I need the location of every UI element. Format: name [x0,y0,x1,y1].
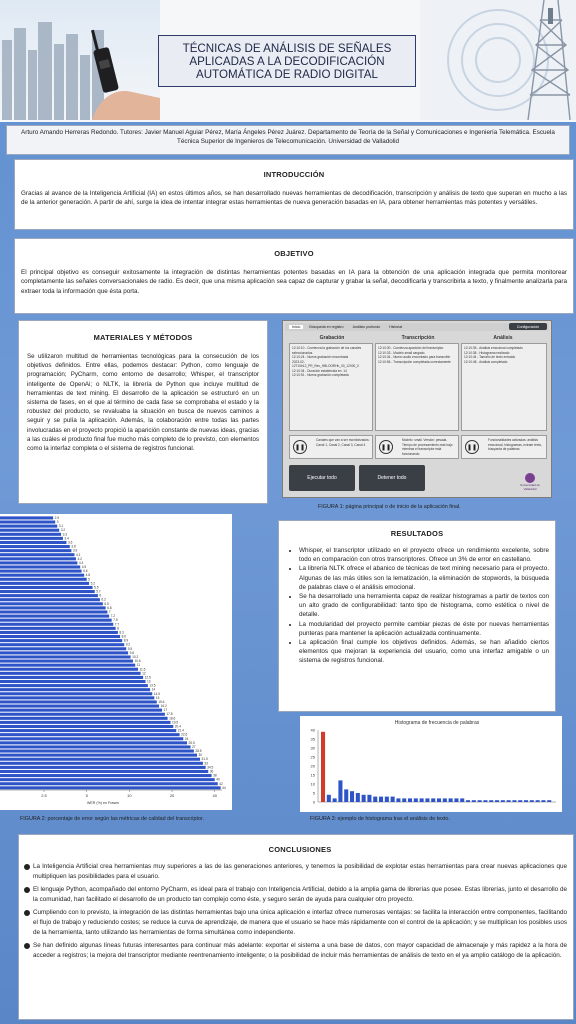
chart-bar [0,672,141,675]
bar-value-label: 28.5 [195,749,202,754]
histogram-bar [431,798,435,802]
histogram-bar [402,798,406,802]
app-screenshot [282,320,552,498]
result-item: • Whisper, el transcriptor utilizado en el proyecto ofrece un rendimiento excelente, sobre todo en comparación con otros transcriptores. Ofrece un 3% de error en castellano. [299,546,549,564]
chart-bar [0,733,180,736]
histogram-bar [501,800,505,802]
figure1-caption: FIGURA 1: página principal o de inicio de la aplicación final. [318,504,461,510]
bar-value-label: 33 [204,761,208,766]
chart-bar [0,713,165,716]
log-grabacion: 12:10:10 - Comienza la grabación de los canales seleccionados. 12:10:24 - Nueva grabación encontrada 2023-02-12T10b12_PR_Rev_HBLOORHh_00_12000_0 12:10:34 - Duración establecida en: 14 12:10:51 - Nueva grabación completada [289,343,373,431]
histogram-bar [362,795,366,802]
chart-bar [0,651,128,654]
bar-value-label: 4.3 [78,560,84,565]
x-tick-label: 10 [127,793,132,798]
bar-value-label: 4.5 [81,565,87,570]
intro-title: INTRODUCCIÓN [263,170,325,179]
bar-value-label: 6.5 [104,601,109,606]
run-all-button[interactable]: Ejecutar todo [289,465,355,491]
y-tick-label: 5 [312,790,315,796]
bar-value-label: 42 [219,781,223,786]
poster-header [0,0,576,122]
stop-all-button[interactable]: Detener todo [359,465,425,491]
bar-value-label: 4.8 [85,573,91,578]
bar-value-label: 31.5 [201,757,208,762]
bar-value-label: 10.2 [132,654,139,659]
histogram-bar [338,780,342,802]
histogram-bar [420,798,424,802]
x-tick-label: 20 [169,793,175,798]
config-button[interactable]: Configuración [509,323,547,330]
chart-bar [0,623,113,626]
histogram-bar [541,800,545,802]
chart-bar [0,549,71,552]
figure3-caption: FIGURA 3: ejemplo de histograma tras el análisis de texto. [310,816,450,822]
histogram-bar [536,800,540,802]
x-tick-label: 2.5 [41,793,47,798]
chart-bar [0,737,183,740]
chart-bar [0,680,146,683]
col-title-grabacion: Grabación [319,335,345,341]
chart-bar [0,529,59,532]
chart-bar [0,655,131,658]
chart-bar [0,676,143,679]
bar-value-label: 11 [136,663,141,668]
chart-bar [0,615,109,618]
bar-value-label: 3.6 [67,540,73,545]
histogram-bar [391,797,395,802]
chart-bar [0,516,53,519]
y-tick-label: 20 [310,763,315,769]
bar-value-label: 25.5 [188,740,195,745]
pause-icon[interactable]: ❚❚ [465,440,479,454]
bar-value-label: 5.2 [90,581,96,586]
conclusions-title: CONCLUSIONES [268,845,332,854]
chart-bar [0,692,152,695]
bar-value-label: 13.5 [149,683,156,688]
bar-value-label: 17 [163,708,168,713]
bar-value-label: 21.4 [177,728,184,733]
tab-historial[interactable]: Historial [389,325,403,329]
chart-bar [0,582,89,585]
conclusion-item: El lenguaje Python, acompañado del entorno PyCharm, es ideal para el trabajo con Inteligencia Artificial, debido a la amplia gama de librerías que posee. Estas librerías, junto el desarrollo de la comunidad, han facilitado el desarrollo de un producto tan complejo como éste, y seguro serán de ayuda para cualquier otro proyecto. [33,886,567,903]
histogram-bar [379,797,383,802]
x-tick-label: 40 [212,793,217,798]
conclusion-item: La Inteligencia Artificial crea herramientas muy superiores a las de las generaciones anteriores, y tenemos la posibilidad de explotar estas herramientas para crear nuevas aplicaciones que multipliquen las posibilidades para el usuario. [33,863,567,880]
bar-value-label: 4.1 [75,552,81,557]
y-tick-label: 35 [310,736,315,742]
university-logo-text: Universidad de Valladolid [519,483,540,491]
bar-value-label: 7 [108,610,111,615]
histogram-bar [466,800,470,802]
histogram-bar [547,800,551,802]
chart-bar [0,545,70,548]
y-tick-label: 0 [312,799,315,805]
bar-value-label: 8.9 [123,638,129,643]
antenna-photo [420,0,576,120]
chart-bar [0,762,203,765]
x-tick-label: 5 [85,793,88,798]
chart-bar [0,590,95,593]
chart-bar [0,774,212,777]
bar-value-label: 16.2 [160,704,167,709]
chart-bar [0,586,93,589]
bar-value-label: 24 [184,736,189,741]
chart-bar [0,627,116,630]
histogram-bar [495,800,499,802]
histogram-bar [512,800,516,802]
histogram-bar [414,798,418,802]
conclusion-item: Se han definido algunas líneas futuras interesantes para continuar más adelante: exportar el sistema a una base de datos, con mayor capacidad de almacenaje y más rapidez a la hora de acceder a registros; la mejora del transcriptor mediante reentrenamiento inteligente; o la posibilidad de incluir más herramientas de análisis de texto en el ya amplio catálogo de la aplicación. [33,942,567,959]
x-axis-label: WER (%) en Frases [87,801,119,805]
y-tick-label: 10 [310,781,315,787]
results-panel [278,520,556,712]
chart-bar [0,729,176,732]
channels-text: Canales que van a ser monitorizados: Canal 1, Canal 2, Canal 3, Canal 4 [316,438,370,447]
figure3-chart [300,716,562,812]
bar-value-label: 8.6 [121,634,127,639]
histogram-bar [385,797,389,802]
chart-bar [0,520,55,523]
bar-value-label: 3.2 [60,528,66,533]
chart-bar [0,664,135,667]
bar-value-label: 4.2 [77,556,82,561]
bar-value-label: 8.3 [119,630,124,635]
bar-value-label: 13 [147,679,151,684]
log-analisis: 12:10:35 - Análisis emocional completado 12:10:38 - Histograma realizado 12:10:44 - Tamaño de texto extraído 12:10:48 - Análisis completado [461,343,547,431]
bar-value-label: 9.8 [129,650,135,655]
histogram-bar [344,789,348,802]
chart-bar [0,570,82,573]
histogram-bar [350,791,354,802]
chart-bar [0,561,77,564]
chart-bar [0,631,118,634]
intro-panel [14,159,574,230]
pause-icon[interactable]: ❚❚ [379,440,393,454]
bar-value-label: 14 [151,687,156,692]
bar-value-label: 15 [155,695,160,700]
objective-panel [14,238,574,314]
result-item: • La librería NLTK ofrece el abanico de técnicas de text mining necesario para el proyecto. Algunas de las más útiles son la lematización, la eliminación de stopwords, la búsqueda de palabras clave o el análisis emocional. [299,564,549,592]
chart-bar [0,647,126,650]
chart-bar [0,537,63,540]
chart-bar [0,553,74,556]
col-title-transcripcion: Transcripción [401,335,435,341]
chart-bar [0,606,106,609]
methods-text: Se utilizaron multitud de herramientas tecnológicas para la consecución de los objetivos definidos. Entre ellas, podemos destacar: Python, como lenguaje de programación; PyCharm, como entorno de desarrollo; Whisper, el transcriptor inteligente de OpenAi; o NLTK, la librería de Python que incluye multitud de herramientas de text mining. El desarrollo de la aplicación se estructuró en un sistema de fases, en el que al término de cada fase se comprobaba el estado y la robustez del producto, se revaluaba la situación en busca de nuevos caminos a seguir y se pulía la aplicación. Además, la colaboración entre todas las partes involucradas en el proyecto propició la aparición constante de nuevas ideas, gracias a las cuáles el producto final fue mucho más completo de lo previsto, con elementos como la interfaz completa o el sistema de registros funcional. [27,353,259,453]
results-list [285,546,549,666]
bar-value-label: 5 [88,577,90,582]
methods-title: MATERIALES Y MÉTODOS [93,333,193,342]
histogram-bar [507,800,511,802]
bar-value-label: 6.2 [101,597,106,602]
chart-bar [0,770,208,773]
bar-value-label: 7.5 [113,618,118,623]
chart-bar [0,594,98,597]
histogram-bar [460,798,464,802]
chart-bar [0,778,215,781]
intro-text: Gracias al avance de la Inteligencia Artificial (IA) en estos últimos años, se han desarrollado nuevas herramientas de decodificación, transcripción y análisis de texto que superan en mucho a las de la anterior generación. A partir de ahí, surge la idea de intentar integrar estas herramientas de nueva generación basadas en IA, para obtener herramientas más potentes y versátiles. [21,190,567,207]
histogram-bar [356,793,360,802]
chart-bar [0,643,124,646]
bar-value-label: 8 [117,626,119,631]
y-tick-label: 15 [310,772,315,778]
chart-bar [0,525,57,528]
y-tick-label: 25 [310,754,315,760]
bar-value-label: 6.8 [107,605,112,610]
histogram-bar [472,800,476,802]
chart-bar [0,635,120,638]
chart-bar [0,639,122,642]
histogram-bar [518,800,522,802]
bar-value-label: 27 [192,744,196,749]
bar-value-label: 4.6 [83,569,88,574]
bar-value-label: 2.9 [54,515,60,520]
figure2-chart [0,514,232,810]
bar-value-label: 3.1 [58,524,64,529]
result-item: • La aplicación final cumple los objetivos definidos. Además, se han añadido ciertos elementos que mejoran la experiencia del usuario, como una interfaz amigable o un sistema de registros funcional. [299,638,549,666]
chart-bar [0,574,84,577]
word-histogram [300,716,562,812]
chart-bar [0,688,150,691]
histogram-bar [327,795,331,802]
histogram-bar [449,798,453,802]
chart-title: Histograma de frecuencia de palabras [394,720,480,726]
result-item: • Se ha desarrollado una herramienta capaz de realizar histogramas a partir de textos con un alto grado de configurabilidad: tanto tipo de histograma, como estética o nivel de detalle. [299,592,549,620]
figure2-caption: FIGURA 2: porcentaje de error según las métricas de calidad del transcriptor. [20,816,204,822]
chart-bar [0,754,197,757]
bar-value-label: 7.2 [110,614,116,619]
bar-value-label: 12.5 [144,675,151,680]
bar-value-label: 17.8 [166,712,173,717]
histogram-bar [408,798,412,802]
histogram-bar [373,797,377,802]
chart-bar [0,786,221,789]
chart-bar [0,700,157,703]
y-tick-label: 30 [310,745,315,751]
chart-bar [0,709,162,712]
chart-bar [0,541,66,544]
conclusions-list [33,862,567,960]
bar-value-label: 15.6 [158,699,165,704]
chart-bar [0,750,194,753]
chart-bar [0,684,148,687]
model-text: Modelo: small. Versión: pesada. Tiempo de procesamiento más bajo mientras el transcriptor está funcionando [402,438,453,456]
bar-value-label: 30 [198,753,203,758]
bar-value-label: 3.9 [72,548,78,553]
bar-value-label: 5.7 [96,589,101,594]
pause-icon[interactable]: ❚❚ [293,440,307,454]
bar-value-label: 36 [209,769,214,774]
bar-value-label: 7.7 [114,622,120,627]
bar-value-label: 34.5 [207,765,214,770]
chart-bar [0,717,168,720]
histogram-bar [530,800,534,802]
chart-bar [0,533,61,536]
bar-value-label: 3.3 [62,532,68,537]
chart-bar [0,696,154,699]
bar-value-label: 40 [216,777,220,782]
poster-title: TÉCNICAS DE ANÁLISIS DE SEÑALES APLICADAS A LA DECODIFICACIÓN AUTOMÁTICA DE RADIO DIGITAL [158,35,416,87]
histogram-bar [367,795,371,802]
histogram-bar [483,800,487,802]
bar-value-label: 20.4 [174,724,181,729]
tab-analisis[interactable]: Análisis profundo [352,325,381,329]
result-item: • La modularidad del proyecto permite cambiar piezas de éste por nuevas herramientas punteras para mantener la aplicación actualizada continuamente. [299,620,549,638]
university-logo [515,473,545,491]
tab-busqueda[interactable]: Búsqueda en registro [309,325,344,329]
bar-value-label: 19.5 [172,720,179,725]
chart-bar [0,721,171,724]
results-title: RESULTADOS [390,529,444,538]
bar-value-label: 6 [99,593,102,598]
bar-value-label: 9.2 [125,642,131,647]
col-title-analisis: Análisis [493,335,513,341]
histogram-bar [454,798,458,802]
chart-bar [0,598,100,601]
objective-text: El principal objetivo es conseguir exitosamente la integración de distintas herramientas potentes basadas en IA para la obtención de una aplicación integrada que permita monitorear completamente las señales conversacionales de radio. Es decir, que una misma aplicación sea capaz de capturar y grabar la señal, decodificarla y transcribirla a texto, y finalmente analizarla para extraer toda la información que ésta porta. [21,269,567,295]
tab-inicio[interactable]: Inicio [289,325,303,329]
bar-value-label: 12 [142,671,146,676]
bar-value-label: 5.5 [94,585,99,590]
chart-bar [0,725,173,728]
bar-value-label: 3.8 [71,544,76,549]
conclusions-panel [18,834,574,1020]
chart-bar [0,610,107,613]
log-transcripcion: 12:10:30 - Comienza aparición del transcriptor. 12:10:33 - Modelo small cargado. 12:10:34 - Nuevo audio encontrado para transcribir 12:10:56 - Transcripción completada correctamente [375,343,459,431]
bar-value-label: 18.6 [169,716,176,721]
chart-bar [0,602,103,605]
histogram-bar [321,732,325,802]
bar-value-label: 10.6 [134,659,141,664]
histogram-bar [524,800,528,802]
bar-value-label: 9.5 [127,646,133,651]
chart-bar [0,668,138,671]
bar-value-label: 3.4 [64,536,69,541]
chart-bar [0,741,187,744]
authors-affiliation: Arturo Amando Herreras Redondo. Tutores: Javier Manuel Aguiar Pérez, María Ángeles Pérez Juárez. Departamento de Teoría de la Señal y Comunicaciones e Ingeniería Telemática. Escuela Técnica Superior de Ingenieros de Telecomunicación. Universidad de Valladolid [6,125,570,155]
bar-value-label: 44 [222,785,226,790]
bar-value-label: 3 [56,520,59,525]
chart-bar [0,578,87,581]
wer-bar-chart [0,514,232,810]
chart-bar [0,660,133,663]
chart-bar [0,565,80,568]
methods-panel [18,320,268,504]
chart-bar [0,557,76,560]
histogram-bar [489,800,493,802]
histogram-bar [437,798,441,802]
histogram-bar [425,798,429,802]
chart-bar [0,766,206,769]
bar-value-label: 11.5 [139,667,146,672]
chart-bar [0,745,191,748]
bar-value-label: 14.5 [153,691,160,696]
y-tick-label: 40 [310,727,315,733]
chart-bar [0,758,200,761]
chart-bar [0,705,159,708]
bar-value-label: 38 [213,773,217,778]
conclusion-item: Cumpliendo con lo previsto, la integración de las distintas herramientas bajo una única aplicación e interfaz ofrece numerosas ventajas: se facilita la interacción entre componentes, facilitando el flujo de trabajo y reduciendo costes; se reduce la curva de aprendizaje, de manera que el usuario se hace más rápidamente con el control de la aplicación; y se multiplican los posibles usos de la herramienta, tanto utilizando las herramientas de forma simultánea como independiente. [33,909,567,936]
chart-bar [0,619,112,622]
histogram-bar [396,798,400,802]
features-text: Funcionalidades activadas: análisis emocional, histogramas, extraer texto, búsqueda de palabras [488,438,543,451]
radio-photo [0,0,160,120]
bar-value-label: 22.6 [181,732,188,737]
histogram-bar [443,798,447,802]
histogram-bar [333,798,337,802]
chart-bar [0,782,218,785]
histogram-bar [478,800,482,802]
objective-title: OBJETIVO [274,249,314,258]
